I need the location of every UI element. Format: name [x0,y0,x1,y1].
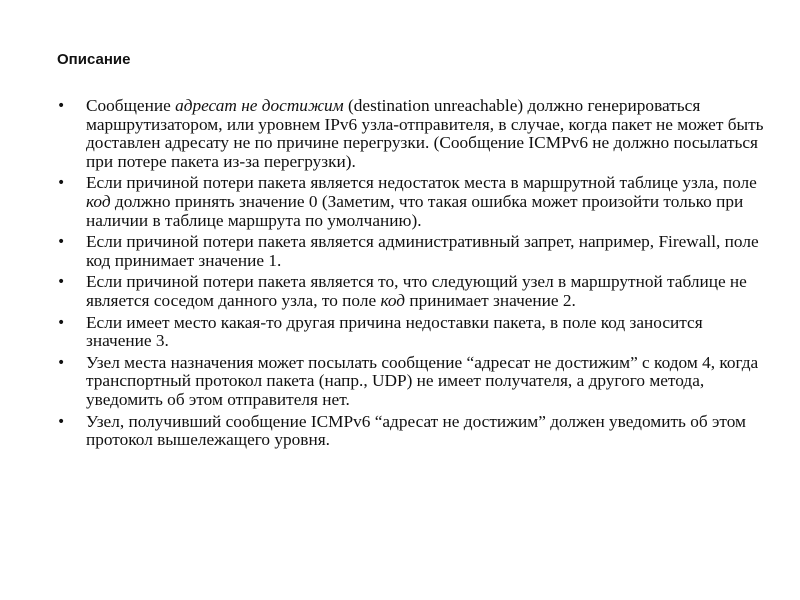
bullet-text: Сообщение [86,96,176,115]
bullet-icon: • [57,354,66,371]
list-item [57,413,772,450]
bullet-emphasis: адресат не достижим [175,96,344,115]
bullet-icon: • [57,314,66,331]
bullet-icon: • [57,234,66,251]
list-item [57,314,772,351]
bullet-text: должно принять значение 0 (Заметим, что такая ошибка может произойти только при наличии в таблице маршрута по умолчанию). [86,191,744,230]
list-item [57,354,772,410]
slide-title: Описание [57,51,131,68]
list-item [57,233,772,270]
bullet-icon: • [57,98,66,114]
bullet-emphasis: код [86,191,111,211]
bullet-icon: • [57,175,66,192]
bullet-text: (destination unreachable) должно генерироваться маршрутизатором, или уровнем IPv6 узла-отправителя, в случае, когда пакет не может быть доставлен адресату не по причине перегрузки. (Сообщение ICMPv6 не должно посылаться при потере пакета из-за перегрузки). [86,96,764,171]
bullet-emphasis: код [380,290,406,310]
bullet-text: Если причиной потери пакета является то, что следующий узел в маршрутной таблице не является соседом данного узла, то поле [86,272,747,310]
bullet-list [57,97,772,453]
list-item [57,97,772,171]
bullet-text: Узел, получивший сообщение ICMPv6 “адресат не достижим” должен уведомить об этом протокол вышележащего уровня. [86,411,746,450]
bullet-text: Если причиной потери пакета является недостаток места в маршрутной таблице узла, поле [86,173,757,193]
bullet-text: Если причиной потери пакета является административный запрет, например, Firewall, поле код принимает значение 1. [86,232,759,270]
bullet-text: Если имеет место какая-то другая причина недоставки пакета, в поле код заносится значение 3. [86,312,703,351]
list-item [57,174,772,230]
bullet-text: Узел места назначения может посылать сообщение “адресат не достижим” с кодом 4, когда транспортный протокол пакета (напр., UDP) не имеет получателя, а другого метода, уведомить об этом отправителя нет. [86,352,759,409]
bullet-icon: • [57,274,66,291]
list-item [57,273,772,310]
bullet-text: принимает значение 2. [405,290,576,310]
bullet-icon: • [57,413,66,430]
